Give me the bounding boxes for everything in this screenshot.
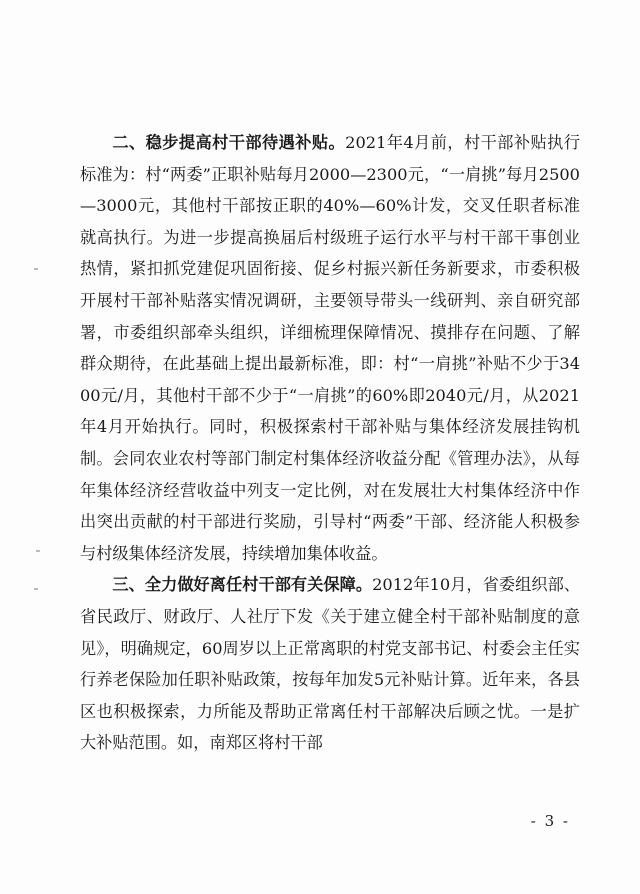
scan-speck [34, 268, 38, 270]
page-number: - 3 - [530, 812, 570, 830]
section-two-paragraph [80, 127, 580, 569]
section-three-heading: 三、全力做好离任村干部有关保障。 [112, 575, 373, 595]
section-three-body: 2012年10月，省委组织部、省民政厅、财政厅、人社厅下发《关于建立健全村干部补贴制度的意见》，明确规定，60周岁以上正常离职的村党支部书记、村委会主任实行养老保险加任职补贴政策，按每年加发5元补贴计算。近年来，各县区也积极探索，力所能及帮助正常离任村干部解决后顾之忧。一是扩大补贴范围。如，南郑区将村干部 [80, 575, 581, 753]
document-body [80, 127, 580, 759]
section-two-body: 2021年4月前，村干部补贴执行标准为：村“两委”正职补贴每月2000—2300元，“一肩挑”每月2500—3000元，其他村干部按正职的40%—60%计发，交叉任职者标准就高执行。为进一步提高换届后村级班子运行水平与村干部干事创业热情，紧扣抓党建促巩固衔接、促乡村振兴新任务新要求，市委积极开展村干部补贴落实情况调研，主要领导带头一线研判、亲自研究部署，市委组织部牵头组织，详细梳理保障情况、摸排存在问题、了解群众期待，在此基础上提出最新标准，即：村“一肩挑”补贴不少于3400元/月，其他村干部不少于“一肩挑”的60%即2040元/月，从2021年4月开始执行。同时，积极探索村干部补贴与集体经济发展挂钩机制。会同农业农村等部门制定村集体经济收益分配《管理办法》，从每年集体经济经营收益中列支一定比例，对在发展壮大村集体经济中作出突出贡献的村干部进行奖励，引导村“两委”干部、经济能人积极参与村级集体经济发展，持续增加集体收益。 [80, 133, 581, 563]
scan-speck [34, 588, 38, 590]
section-three-paragraph [80, 569, 580, 759]
section-two-heading: 二、稳步提高村干部待遇补贴。 [112, 133, 346, 152]
scan-speck [36, 550, 40, 552]
